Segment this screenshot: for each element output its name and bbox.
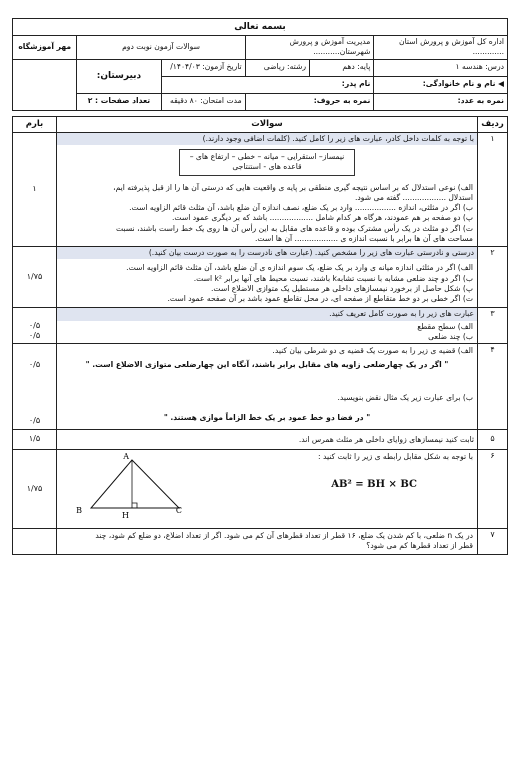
question-score: ۱: [13, 132, 57, 246]
course-field: درس: هندسه ۱: [374, 59, 508, 76]
col-row: ردیف: [478, 116, 508, 132]
question-title: ثابت کنید نیمسازهای زوایای داخلی هر مثلث همرس اند.: [57, 430, 478, 450]
school-field: دبیرستان:: [77, 59, 161, 93]
col-questions: سوالات: [57, 116, 478, 132]
question-line: ب) اگر دو چند ضلعی مشابه با نسبت تشابهk باشند، نسبت محیط های آنها برابر k² است.: [193, 273, 473, 283]
right-angle-mark: [132, 503, 137, 508]
question-score: ۱/۷۵: [13, 450, 57, 529]
question-part: ب) برای عبارت زیر یک مثال نقض بنویسید.: [337, 392, 473, 402]
question-line: پ) شکل حاصل از برخورد نیمسازهای داخلی هر مستطیل یک متوازی الاضلاع است.: [211, 283, 473, 293]
part-score: ۰/۵: [28, 360, 41, 370]
question-part: الف) سطح مقطع: [417, 321, 473, 331]
grade-field: پایه: دهم: [310, 59, 374, 76]
question-number: ۳: [478, 308, 508, 344]
question-number: ۴: [478, 344, 508, 430]
question-title: با توجه به کلمات داخل کادر، عبارت های زیر را کامل کنید. (کلمات اضافی وجود دارند.): [57, 133, 477, 145]
question-quote: " در فضا دو خط عمود بر یک خط الزاماً موازی هستند. ": [163, 412, 371, 422]
question-part: الف) قضیه ی زیر را به صورت یک قضیه ی دو شرطی بیان کنید.: [272, 346, 473, 356]
question-number: ۶: [478, 450, 508, 529]
question-line: ت) اگر خطی بر دو خط متقاطع از صفحه ای، در محل تقاطع عمود باشد بر آن صفحه عمود است.: [167, 294, 473, 304]
exam-title: سوالات آزمون نوبت دوم: [77, 36, 245, 60]
question-number: ۷: [478, 529, 508, 555]
label-b: B: [76, 506, 82, 516]
question-row: [13, 344, 508, 430]
seal-label: مهر آموزشگاه: [13, 36, 77, 60]
question-row: [13, 529, 508, 555]
question-line: مساحت های آن ها برابر با نسبت اندازه ی .................. آن ها است.: [254, 233, 473, 243]
label-c: C: [175, 506, 182, 516]
field-field: رشته: ریاضی: [245, 59, 309, 76]
header-title: بسمه تعالی: [13, 19, 508, 36]
question-line: استدلال .................. گفته می شود.: [355, 192, 473, 202]
question-line: الف) نوعی استدلال که بر اساس نتیجه گیری منطقی بر پایه ی واقعیت هایی که درستی آن ها را از قبل پذیرفته ایم،: [113, 182, 473, 192]
formula: AB² = BH × BC: [331, 479, 417, 491]
label-h: H: [122, 511, 129, 521]
part-score: ۰/۵: [28, 416, 41, 426]
question-line: ب) اگر در مثلثی، اندازه ................. وارد بر یک ضلع، نصف اندازه آن ضلع باشد، آن مثلث قائم الزاویه است.: [129, 203, 473, 213]
date-field: تاریخ آزمون: ۱۴۰۴/۰۳/: [161, 59, 245, 76]
question-number: ۵: [478, 430, 508, 450]
seal-box: [13, 59, 77, 110]
col-score: بارم: [13, 116, 57, 132]
duration-field: مدت امتحان: ۸۰ دقیقه: [161, 93, 245, 110]
question-line: پ) دو صفحه بر هم عمودند، هرگاه هر کدام شامل .................. باشد که بر دیگری عمود است.: [172, 213, 473, 223]
name-field: ◀ نام و نام خانوادگی:: [374, 76, 508, 93]
exam-header: [12, 18, 508, 111]
dept-field: اداره کل آموزش و پرورش استان .............: [374, 36, 508, 60]
question-title: درستی و نادرستی عبارت های زیر را مشخص کنید. (عبارت های نادرست را به صورت درست بیان کنید.): [57, 247, 477, 259]
city-field: مدیریت آموزش و پرورش شهرستان...........: [245, 36, 374, 60]
question-score: ۱/۵: [13, 430, 57, 450]
label-a: A: [123, 452, 129, 462]
triangle-figure: [77, 452, 197, 522]
question-row: [13, 450, 508, 529]
word-score-field: نمره به حروف:: [245, 93, 374, 110]
question-number: ۱: [478, 132, 508, 246]
question-line: قطر از تعداد قطرها کم می شود؟: [366, 541, 473, 551]
question-number: ۲: [478, 247, 508, 308]
question-title: با توجه به شکل مقابل رابطه ی زیر را ثابت کنید :: [318, 452, 473, 462]
questions-table: [12, 116, 508, 555]
question-title: عبارت های زیر را به صورت کامل تعریف کنید.: [57, 308, 477, 320]
exam-sheet: [12, 18, 508, 555]
pages-field: تعداد صفحات : ۲: [77, 93, 161, 110]
numeric-score-field: نمره به عدد:: [374, 93, 508, 110]
question-quote: " اگر در یک چهارضلعی زاویه های مقابل برابر باشند، آنگاه این چهارضلعی متوازی الاضلاع است. ": [85, 360, 449, 370]
question-row: [13, 247, 508, 308]
question-line: ت) اگر دو مثلث در یک رأس مشترک بوده و قاعده های مقابل به این رأس آن ها روی یک خط راست باشند، نسبت: [116, 223, 473, 233]
word-box: نیمساز– استقرایی – میانه – خطی – ارتفاع های – قاعده های - استنتاجی: [179, 149, 355, 176]
question-line: الف) اگر در مثلثی اندازه میانه ی وارد بر یک ضلع، یک سوم اندازه ی آن ضلع باشد، آن مثلث قائم الزاویه است.: [126, 263, 473, 273]
part-score: ۰/۵: [28, 331, 41, 341]
question-score: ۱/۷۵: [13, 247, 57, 308]
question-row: [13, 308, 508, 344]
question-part: ب) چند ضلعی: [428, 331, 473, 341]
question-row: [13, 132, 508, 246]
father-field: نام پدر:: [161, 76, 374, 93]
question-score: [13, 529, 57, 555]
question-row: [13, 430, 508, 450]
question-line: در یک n ضلعی، با کم شدن یک ضلع، ۱۶ قطر از تعداد قطرهای آن کم می شود. اگر از تعداد اضلاع، دو ضلع کم شود، چند: [95, 531, 473, 541]
triangle-shape: [91, 460, 179, 508]
part-score: ۰/۵: [28, 320, 41, 330]
